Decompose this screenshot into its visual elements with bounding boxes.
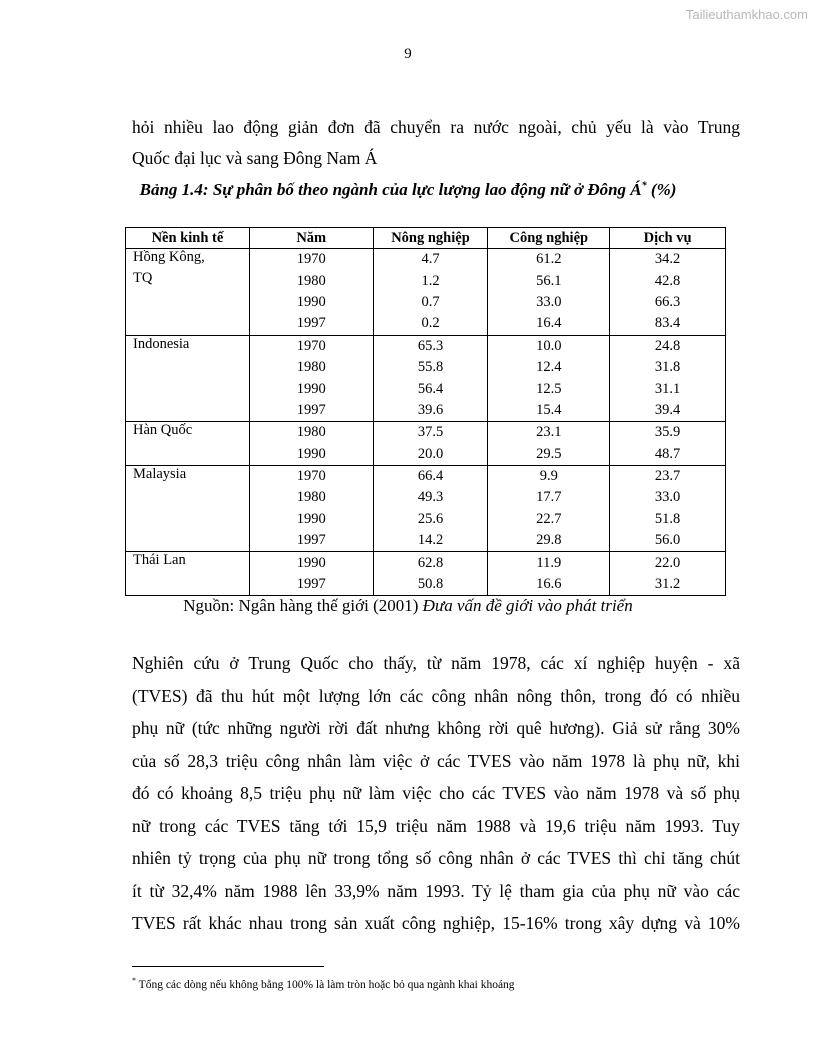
year-cell: 1990 — [249, 292, 373, 313]
value-cell: 51.8 — [610, 509, 726, 530]
table-caption — [0, 180, 816, 200]
value-cell: 15.4 — [488, 400, 610, 422]
intro-line: hỏi nhiều lao động giản đơn đã chuyển ra nước ngoài, chủ yếu là vào Trung — [132, 117, 740, 137]
table-row — [126, 249, 726, 271]
value-cell: 56.4 — [373, 378, 488, 399]
intro-line: Quốc đại lục và sang Đông Nam Á — [132, 148, 378, 168]
table-row — [126, 357, 726, 378]
year-cell: 1980 — [249, 487, 373, 508]
country-cell — [126, 509, 250, 530]
footnote-mark: * — [132, 976, 136, 985]
country-cell — [126, 313, 250, 335]
value-cell: 61.2 — [488, 249, 610, 271]
country-cell: TQ — [126, 270, 250, 291]
source-text: Nguồn: Ngân hàng thế giới (2001) — [183, 596, 423, 615]
value-cell: 33.0 — [610, 487, 726, 508]
value-cell: 23.1 — [488, 422, 610, 444]
year-cell: 1990 — [249, 509, 373, 530]
value-cell: 25.6 — [373, 509, 488, 530]
table-row — [126, 444, 726, 466]
country-cell — [126, 400, 250, 422]
value-cell: 31.2 — [610, 574, 726, 596]
value-cell: 42.8 — [610, 270, 726, 291]
country-cell — [126, 487, 250, 508]
table-header-row — [126, 228, 726, 249]
footnote — [132, 976, 515, 991]
column-header: Nền kinh tế — [126, 228, 250, 249]
value-cell: 56.1 — [488, 270, 610, 291]
year-cell: 1997 — [249, 400, 373, 422]
value-cell: 23.7 — [610, 465, 726, 487]
table-row — [126, 313, 726, 335]
value-cell: 48.7 — [610, 444, 726, 466]
year-cell: 1997 — [249, 313, 373, 335]
value-cell: 31.1 — [610, 378, 726, 399]
body-line: Nghiên cứu ở Trung Quốc cho thấy, từ năm 1978, các xí nghiệp huyện - xã — [132, 653, 740, 673]
value-cell: 29.8 — [488, 530, 610, 552]
value-cell: 24.8 — [610, 335, 726, 357]
year-cell: 1990 — [249, 552, 373, 574]
value-cell: 12.5 — [488, 378, 610, 399]
value-cell: 29.5 — [488, 444, 610, 466]
value-cell: 62.8 — [373, 552, 488, 574]
country-cell — [126, 292, 250, 313]
body-line: TVES rất khác nhau trong sản xuất công nghiệp, 15-16% trong xây dựng và 10% — [132, 913, 740, 933]
value-cell: 11.9 — [488, 552, 610, 574]
value-cell: 10.0 — [488, 335, 610, 357]
table-caption-text: Bảng 1.4: Sự phân bố theo ngành của lực lượng lao động nữ ở Đông Á — [139, 180, 642, 199]
country-cell: Hồng Kông, — [126, 249, 250, 271]
year-cell: 1990 — [249, 378, 373, 399]
column-header: Công nghiệp — [488, 228, 610, 249]
value-cell: 50.8 — [373, 574, 488, 596]
value-cell: 55.8 — [373, 357, 488, 378]
table-body — [126, 249, 726, 596]
source-title: Đưa vấn đề giới vào phát triển — [422, 596, 633, 615]
country-cell — [126, 357, 250, 378]
body-line: phụ nữ (tức những người rời đất nhưng không rời quê hương). Giả sử rằng 30% — [132, 718, 740, 738]
table-row — [126, 292, 726, 313]
year-cell: 1990 — [249, 444, 373, 466]
table-caption-unit: (%) — [646, 180, 677, 199]
value-cell: 39.4 — [610, 400, 726, 422]
value-cell: 35.9 — [610, 422, 726, 444]
footnote-text: Tổng các dòng nếu không bằng 100% là làm tròn hoặc bỏ qua ngành khai khoáng — [136, 978, 515, 991]
footnote-divider — [132, 966, 324, 967]
year-cell: 1997 — [249, 574, 373, 596]
country-cell — [126, 530, 250, 552]
value-cell: 1.2 — [373, 270, 488, 291]
value-cell: 83.4 — [610, 313, 726, 335]
intro-paragraph — [132, 112, 740, 174]
value-cell: 0.2 — [373, 313, 488, 335]
table-row — [126, 530, 726, 552]
table-row — [126, 465, 726, 487]
value-cell: 22.0 — [610, 552, 726, 574]
country-cell: Malaysia — [126, 465, 250, 487]
value-cell: 4.7 — [373, 249, 488, 271]
body-line: của số 28,3 triệu công nhân làm việc ở các TVES vào năm 1978 là phụ nữ, khi — [132, 750, 740, 771]
column-header: Dịch vụ — [610, 228, 726, 249]
value-cell: 14.2 — [373, 530, 488, 552]
country-cell — [126, 444, 250, 466]
table-row — [126, 378, 726, 399]
table-row — [126, 270, 726, 291]
value-cell: 37.5 — [373, 422, 488, 444]
table-row — [126, 400, 726, 422]
table-row — [126, 422, 726, 444]
value-cell: 39.6 — [373, 400, 488, 422]
year-cell: 1980 — [249, 270, 373, 291]
value-cell: 22.7 — [488, 509, 610, 530]
body-line: đó có khoảng 8,5 triệu phụ nữ làm việc cho các TVES vào năm 1978 và số phụ — [132, 783, 740, 803]
table-row — [126, 509, 726, 530]
year-cell: 1997 — [249, 530, 373, 552]
country-cell — [126, 378, 250, 399]
body-line: nhiên tỷ trọng của phụ nữ trong tổng số công nhân ở các TVES thì chỉ tăng chút — [132, 848, 740, 868]
year-cell: 1980 — [249, 357, 373, 378]
column-header: Nông nghiệp — [373, 228, 488, 249]
table-row — [126, 487, 726, 508]
column-header: Năm — [249, 228, 373, 249]
value-cell: 0.7 — [373, 292, 488, 313]
value-cell: 31.8 — [610, 357, 726, 378]
country-cell: Indonesia — [126, 335, 250, 357]
body-line: nữ trong các TVES tăng tới 15,9 triệu năm 1988 và 19,6 triệu năm 1993. Tuy — [132, 815, 740, 836]
value-cell: 16.6 — [488, 574, 610, 596]
value-cell: 49.3 — [373, 487, 488, 508]
value-cell: 9.9 — [488, 465, 610, 487]
year-cell: 1970 — [249, 335, 373, 357]
body-paragraph — [132, 647, 740, 940]
country-cell: Hàn Quốc — [126, 422, 250, 444]
value-cell: 33.0 — [488, 292, 610, 313]
value-cell: 17.7 — [488, 487, 610, 508]
year-cell: 1970 — [249, 465, 373, 487]
body-line: (TVES) đã thu hút một lượng lớn các công nhân nông thôn, trong đó có nhiều — [132, 685, 740, 706]
value-cell: 16.4 — [488, 313, 610, 335]
value-cell: 34.2 — [610, 249, 726, 271]
country-cell: Thái Lan — [126, 552, 250, 574]
footnote-marker: * — [641, 180, 647, 192]
table-source — [0, 596, 816, 616]
table-row — [126, 574, 726, 596]
value-cell: 12.4 — [488, 357, 610, 378]
value-cell: 56.0 — [610, 530, 726, 552]
labor-distribution-table — [125, 227, 726, 596]
table-row — [126, 335, 726, 357]
page-number: 9 — [404, 46, 412, 62]
country-cell — [126, 574, 250, 596]
value-cell: 20.0 — [373, 444, 488, 466]
table-row — [126, 552, 726, 574]
value-cell: 65.3 — [373, 335, 488, 357]
watermark: Tailieuthamkhao.com — [685, 7, 808, 22]
value-cell: 66.3 — [610, 292, 726, 313]
year-cell: 1970 — [249, 249, 373, 271]
value-cell: 66.4 — [373, 465, 488, 487]
year-cell: 1980 — [249, 422, 373, 444]
body-line: ít từ 32,4% năm 1988 lên 33,9% năm 1993. Tỷ lệ tham gia của phụ nữ vào các — [132, 880, 740, 901]
